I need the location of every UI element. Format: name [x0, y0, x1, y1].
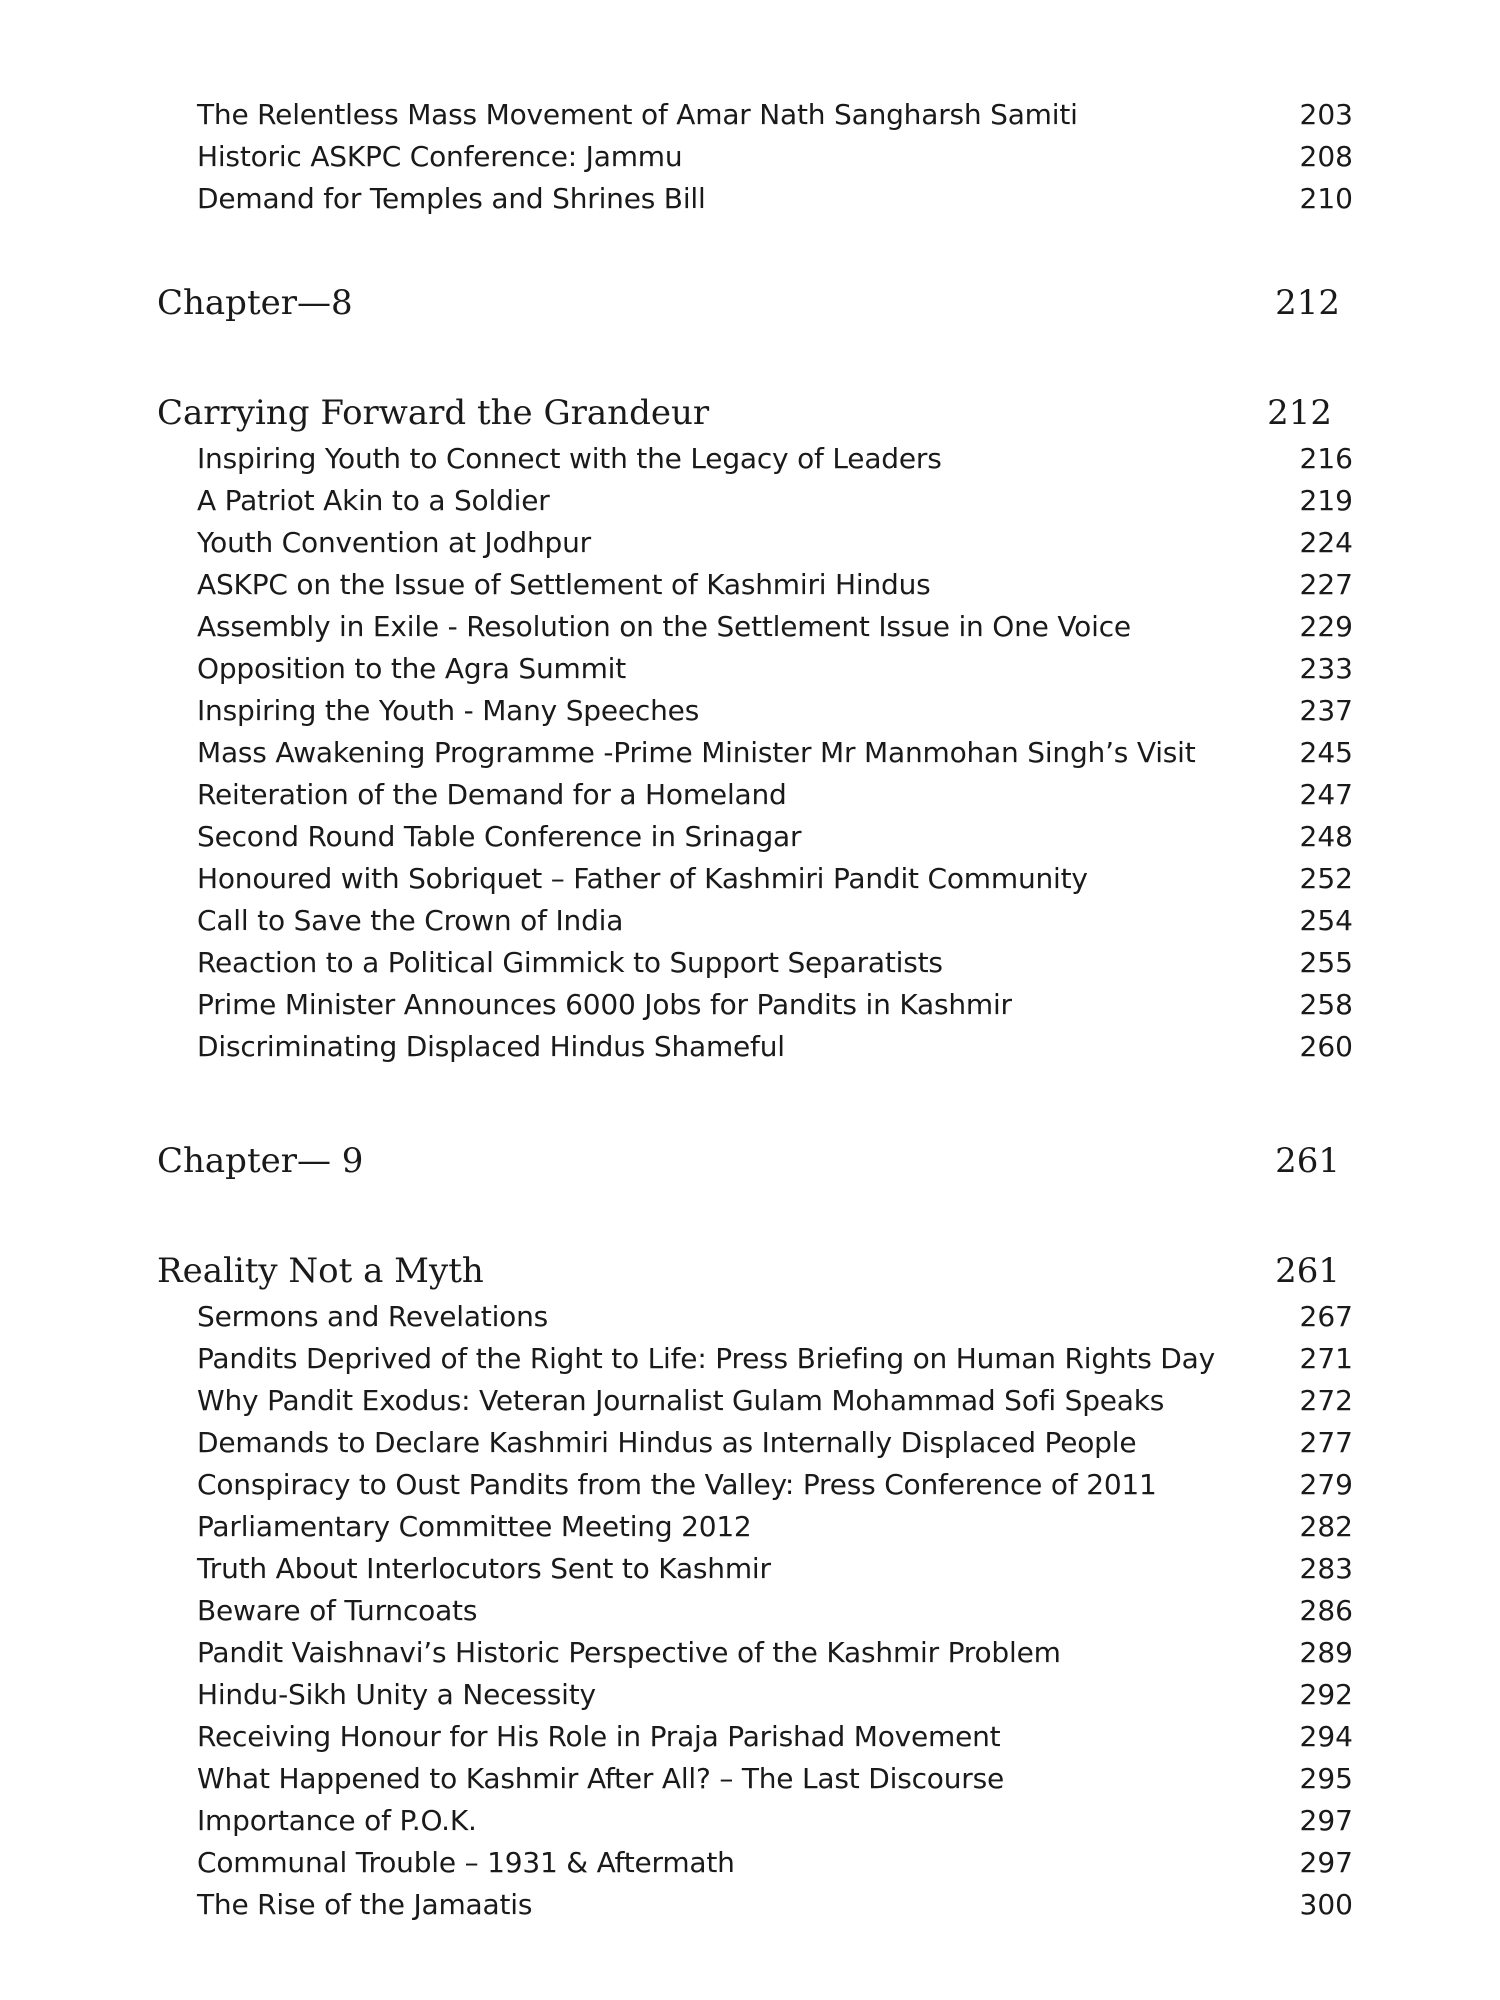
toc-entry: [0, 606, 1500, 648]
toc-entry-title: Importance of P.O.K.: [197, 1804, 477, 1837]
toc-entry-page: 283: [1299, 1552, 1353, 1585]
toc-entry-title: Discriminating Displaced Hindus Shameful: [197, 1030, 785, 1063]
toc-entry: [0, 178, 1500, 220]
toc-entry: [0, 1380, 1500, 1422]
toc-entry: [0, 732, 1500, 774]
toc-entry-page: 297: [1299, 1804, 1353, 1837]
toc-entry: [0, 1506, 1500, 1548]
toc-entry-title: What Happened to Kashmir After All? – The Last Discourse: [197, 1762, 1004, 1795]
toc-entry-page: 210: [1299, 182, 1353, 215]
toc-entry: [0, 984, 1500, 1026]
section-heading-9: [0, 1250, 1500, 1292]
toc-entry-page: 258: [1299, 988, 1353, 1021]
toc-entry: [0, 1632, 1500, 1674]
toc-entry-page: 233: [1299, 652, 1353, 685]
toc-entry: [0, 858, 1500, 900]
toc-entry-page: 237: [1299, 694, 1353, 727]
toc-entry: [0, 1716, 1500, 1758]
toc-entry: [0, 648, 1500, 690]
toc-entry-page: 229: [1299, 610, 1353, 643]
toc-entry-page: 219: [1299, 484, 1353, 517]
toc-entry-title: Inspiring the Youth - Many Speeches: [197, 694, 700, 727]
toc-entry-page: 208: [1299, 140, 1353, 173]
toc-entry-page: 203: [1299, 98, 1353, 131]
toc-entry-title: Honoured with Sobriquet – Father of Kashmiri Pandit Community: [197, 862, 1088, 895]
toc-entry-page: 277: [1299, 1426, 1353, 1459]
toc-entry-page: 295: [1299, 1762, 1353, 1795]
toc-entry: [0, 1800, 1500, 1842]
chapter-title: Chapter— 9: [157, 1141, 364, 1181]
toc-entry-page: 224: [1299, 526, 1353, 559]
toc-entry-title: Assembly in Exile - Resolution on the Settlement Issue in One Voice: [197, 610, 1131, 643]
toc-entry-title: Demands to Declare Kashmiri Hindus as Internally Displaced People: [197, 1426, 1137, 1459]
toc-entry: [0, 564, 1500, 606]
toc-entry: [0, 1674, 1500, 1716]
toc-entry: [0, 438, 1500, 480]
section-page: 261: [1275, 1251, 1340, 1291]
toc-entry-title: Why Pandit Exodus: Veteran Journalist Gulam Mohammad Sofi Speaks: [197, 1384, 1165, 1417]
toc-entry-page: 216: [1299, 442, 1353, 475]
toc-entry-title: Reaction to a Political Gimmick to Support Separatists: [197, 946, 943, 979]
toc-entry: [0, 1296, 1500, 1338]
toc-entry: [0, 136, 1500, 178]
toc-entry-page: 245: [1299, 736, 1353, 769]
toc-entry: [0, 1548, 1500, 1590]
toc-entry-page: 247: [1299, 778, 1353, 811]
toc-entry: [0, 774, 1500, 816]
toc-entry-title: Prime Minister Announces 6000 Jobs for Pandits in Kashmir: [197, 988, 1012, 1021]
toc-entry-title: Inspiring Youth to Connect with the Legacy of Leaders: [197, 442, 942, 475]
toc-entry-title: Pandits Deprived of the Right to Life: Press Briefing on Human Rights Day: [197, 1342, 1215, 1375]
toc-entry: [0, 1590, 1500, 1632]
toc-entry-page: 248: [1299, 820, 1353, 853]
toc-entry-page: 279: [1299, 1468, 1353, 1501]
toc-entry-title: Opposition to the Agra Summit: [197, 652, 627, 685]
toc-entry-title: Second Round Table Conference in Srinagar: [197, 820, 802, 853]
toc-entry-title: The Relentless Mass Movement of Amar Nath Sangharsh Samiti: [197, 98, 1078, 131]
toc-entry-title: Call to Save the Crown of India: [197, 904, 624, 937]
toc-entry-title: Youth Convention at Jodhpur: [197, 526, 591, 559]
toc-entry: [0, 1758, 1500, 1800]
toc-entry: [0, 1464, 1500, 1506]
toc-entry: [0, 942, 1500, 984]
toc-entry-title: Sermons and Revelations: [197, 1300, 549, 1333]
toc-entry: [0, 816, 1500, 858]
chapter-heading-9: [0, 1140, 1500, 1182]
toc-entry-page: 289: [1299, 1636, 1353, 1669]
toc-entry: [0, 900, 1500, 942]
toc-entry-title: Communal Trouble – 1931 & Aftermath: [197, 1846, 735, 1879]
toc-entry-page: 267: [1299, 1300, 1353, 1333]
toc-entry-title: Mass Awakening Programme -Prime Minister Mr Manmohan Singh’s Visit: [197, 736, 1196, 769]
toc-entry-page: 292: [1299, 1678, 1353, 1711]
section-title: Reality Not a Myth: [157, 1251, 484, 1291]
toc-entry-page: 282: [1299, 1510, 1353, 1543]
toc-entry-title: Hindu-Sikh Unity a Necessity: [197, 1678, 596, 1711]
toc-entry-title: Parliamentary Committee Meeting 2012: [197, 1510, 752, 1543]
toc-entry-title: Beware of Turncoats: [197, 1594, 478, 1627]
toc-entry: [0, 1842, 1500, 1884]
toc-entry-page: 294: [1299, 1720, 1353, 1753]
toc-entry-page: 271: [1299, 1342, 1353, 1375]
toc-entry: [0, 1422, 1500, 1464]
toc-entry: [0, 94, 1500, 136]
toc-entry: [0, 690, 1500, 732]
chapter-page: 212: [1275, 283, 1340, 323]
toc-entry-page: 227: [1299, 568, 1353, 601]
toc-entry-title: Truth About Interlocutors Sent to Kashmir: [197, 1552, 771, 1585]
toc-entry-page: 297: [1299, 1846, 1353, 1879]
toc-entry: [0, 1026, 1500, 1068]
chapter-page: 261: [1275, 1141, 1340, 1181]
toc-entry-title: Reiteration of the Demand for a Homeland: [197, 778, 787, 811]
toc-entry: [0, 1884, 1500, 1926]
toc-entry-title: Demand for Temples and Shrines Bill: [197, 182, 706, 215]
toc-entry: [0, 1338, 1500, 1380]
section-heading-8: [0, 392, 1500, 434]
toc-entry-title: A Patriot Akin to a Soldier: [197, 484, 550, 517]
section-page: 212: [1267, 393, 1332, 433]
toc-entry-page: 260: [1299, 1030, 1353, 1063]
toc-entry-page: 300: [1299, 1888, 1353, 1921]
chapter-title: Chapter—8: [157, 283, 353, 323]
toc-entry-title: The Rise of the Jamaatis: [197, 1888, 533, 1921]
chapter-heading-8: [0, 282, 1500, 324]
toc-entry-page: 252: [1299, 862, 1353, 895]
toc-entry-title: Historic ASKPC Conference: Jammu: [197, 140, 683, 173]
toc-entry-title: Pandit Vaishnavi’s Historic Perspective of the Kashmir Problem: [197, 1636, 1061, 1669]
toc-entry-title: Conspiracy to Oust Pandits from the Valley: Press Conference of 2011: [197, 1468, 1157, 1501]
toc-entry-page: 272: [1299, 1384, 1353, 1417]
toc-entry: [0, 480, 1500, 522]
toc-entry: [0, 522, 1500, 564]
toc-entry-page: 255: [1299, 946, 1353, 979]
toc-entry-title: Receiving Honour for His Role in Praja Parishad Movement: [197, 1720, 1001, 1753]
toc-entry-page: 286: [1299, 1594, 1353, 1627]
toc-entry-page: 254: [1299, 904, 1353, 937]
toc-entry-title: ASKPC on the Issue of Settlement of Kashmiri Hindus: [197, 568, 931, 601]
section-title: Carrying Forward the Grandeur: [157, 393, 710, 433]
